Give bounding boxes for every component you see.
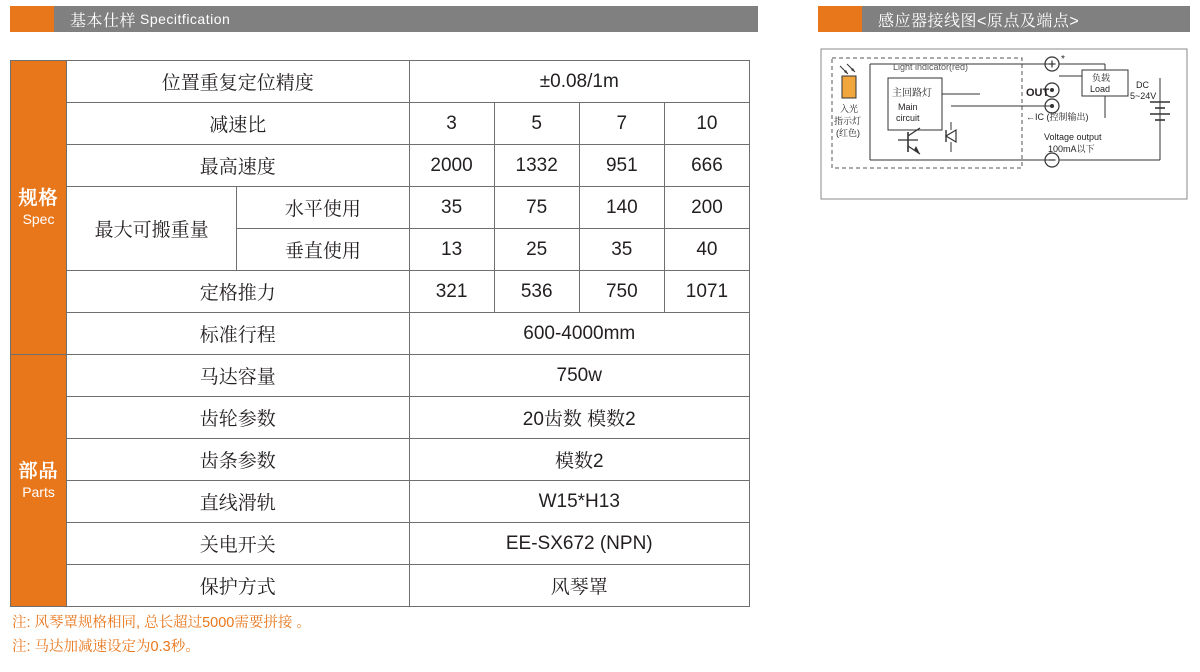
row-value: 10 [664,103,749,145]
table-row [11,481,750,523]
row-value: 25 [494,229,579,271]
table-row [11,145,750,187]
label-in-light-2: 指示灯 [834,116,862,126]
row-value: 3 [409,103,494,145]
wiring-diagram [820,48,1188,208]
table-row [11,523,750,565]
label-main-circuit-cjk: 主回路灯 [892,88,932,99]
wiring-diagram-svg [820,48,1188,208]
section-header-spec [10,6,758,32]
row-label: 马达容量 [67,355,409,397]
section-header-spec-title-en: Specitfication [140,11,231,27]
label-light-indicator: Light indicator(red) [893,62,969,72]
row-label: 减速比 [67,103,409,145]
section-header-spec-bar [54,6,758,32]
row-sublabel: 水平使用 [237,187,409,229]
section-header-spec-title-cjk: 基本仕样 [70,12,137,30]
row-label: 标准行程 [67,313,409,355]
row-value: 140 [579,187,664,229]
row-label: 最大可搬重量 [67,187,237,271]
category-spec-label-en: Spec [22,210,55,227]
row-label: 直线滑轨 [67,481,409,523]
row-label: 关电开关 [67,523,409,565]
label-terminal-star: * [1061,54,1065,65]
label-in-light-1: 入光 [840,104,859,114]
row-value: 200 [664,187,749,229]
table-row [11,187,750,229]
table-row [11,271,750,313]
row-value: 2000 [409,145,494,187]
label-in-light-3: (红色) [836,128,860,138]
row-value: EE-SX672 (NPN) [409,523,749,565]
row-value: 13 [409,229,494,271]
label-load-cjk: 负载 [1092,73,1111,83]
specification-table [10,60,750,607]
label-out: OUT [1026,87,1050,99]
row-label: 位置重复定位精度 [67,61,409,103]
row-label: 最高速度 [67,145,409,187]
label-ic-control: ←IC (控制输出) [1026,112,1089,122]
category-parts [11,355,67,607]
row-value: 666 [664,145,749,187]
label-main-circuit-en1: Main [898,102,918,112]
row-value: 536 [494,271,579,313]
label-current-limit: 100mA以下 [1048,144,1095,154]
section-header-wiring [818,6,1190,32]
label-dc-value: 5~24V [1130,91,1157,101]
table-row [11,313,750,355]
notes-block [12,612,311,660]
row-label: 保护方式 [67,565,409,607]
row-value: 35 [409,187,494,229]
table-row [11,355,750,397]
row-label: 齿轮参数 [67,397,409,439]
label-voltage-output: Voltage output [1044,132,1102,142]
row-value: 750 [579,271,664,313]
row-label: 齿条参数 [67,439,409,481]
table-row [11,565,750,607]
category-spec [11,61,67,355]
row-value: 35 [579,229,664,271]
note-line: 注: 风琴罩规格相同, 总长超过5000需要拼接 。 [12,615,311,631]
row-value: 20齿数 模数2 [409,397,749,439]
row-value: 750w [409,355,749,397]
row-value: 风琴罩 [409,565,749,607]
table-row [11,397,750,439]
table-row [11,61,750,103]
row-value: W15*H13 [409,481,749,523]
category-parts-label-en: Parts [22,483,55,500]
row-value: 7 [579,103,664,145]
section-header-wiring-bar [862,6,1190,32]
category-parts-label-cjk: 部品 [18,460,59,482]
label-load-en: Load [1090,84,1111,94]
row-value: 40 [664,229,749,271]
label-dc: DC [1136,80,1149,90]
row-value: 600-4000mm [409,313,749,355]
section-header-wiring-title: 感应器接线图<原点及端点> [878,12,1080,30]
row-value: ±0.08/1m [409,61,749,103]
note-line: 注: 马达加减速设定为0.3秒。 [12,638,200,655]
table-row [11,103,750,145]
table-row [11,439,750,481]
label-main-circuit-en2: circuit [896,113,920,123]
category-spec-label-cjk: 规格 [18,187,59,209]
row-value: 951 [579,145,664,187]
row-value: 1332 [494,145,579,187]
row-value: 321 [409,271,494,313]
row-value: 1071 [664,271,749,313]
accent-swatch-wiring [818,6,862,32]
row-label: 定格推力 [67,271,409,313]
row-value: 75 [494,187,579,229]
row-sublabel: 垂直使用 [237,229,409,271]
row-value: 模数2 [409,439,749,481]
accent-swatch-spec [10,6,54,32]
row-value: 5 [494,103,579,145]
